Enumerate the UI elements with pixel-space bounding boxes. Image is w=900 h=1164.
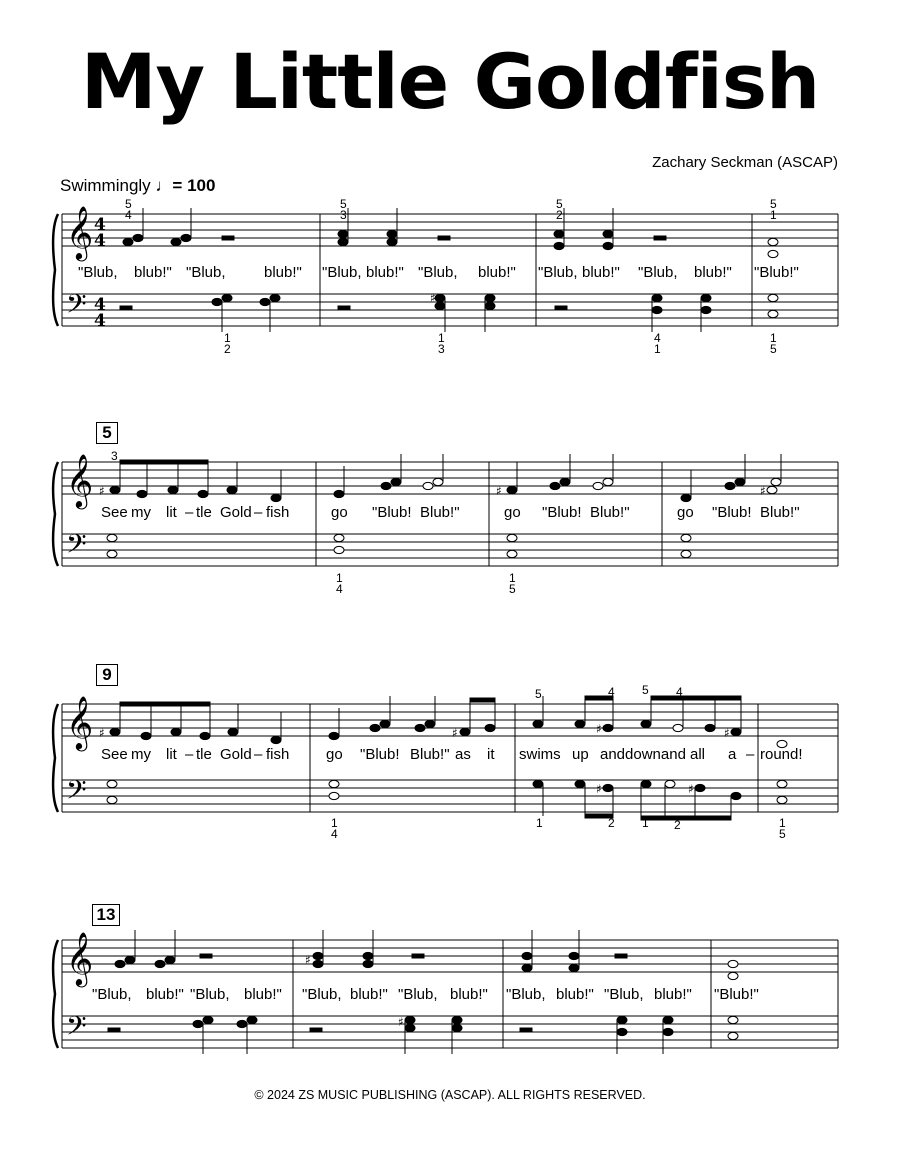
fingering: 2 [608,816,615,830]
lyric: "Blub, [322,264,362,281]
lyric: my [131,746,151,763]
fingering: 5 [770,197,777,211]
svg-text:4: 4 [94,215,106,235]
fingering: 1 [336,571,343,585]
lyric: fish [266,746,290,763]
tempo-text: Swimmingly [60,176,151,195]
lyric: "Blub!" [754,264,799,281]
bass-clef-icon: 𝄢 [66,1010,87,1048]
fingering: 4 [125,208,132,222]
fingering: 5 [509,582,516,596]
lyric: blub!" [366,264,404,281]
lyric: – [185,504,194,521]
bass-clef-icon: 𝄢 [66,774,87,812]
lyric: swims [519,746,561,763]
svg-text:4: 4 [94,295,106,315]
fingering: 5 [125,197,132,211]
lyric: Gold [220,746,252,763]
fingering: 2 [674,818,681,832]
svg-text:♯: ♯ [596,782,602,796]
lyric: go [331,504,348,521]
svg-text:♯: ♯ [496,484,502,498]
lyric: Blub!" [410,746,450,763]
lyric: anddownand [600,746,686,763]
lyric: – [746,746,755,763]
fingering: 5 [770,342,777,356]
fingering: 1 [770,208,777,222]
svg-text:♯: ♯ [760,484,766,498]
fingering: 2 [556,208,563,222]
lyric: Blub!" [420,504,460,521]
lyric: Blub!" [590,504,630,521]
lyric: blub!" [134,264,172,281]
svg-text:♯: ♯ [688,782,694,796]
lyric: "Blub, [538,264,578,281]
lyric: See [101,746,128,763]
lyric: "Blub! [372,504,412,521]
fingering: 5 [556,197,563,211]
lyric: blub!" [694,264,732,281]
svg-text:♯: ♯ [596,722,602,736]
svg-text:4: 4 [94,311,106,331]
lyric: go [677,504,694,521]
bass-clef-icon: 𝄢 [66,288,87,326]
lyric: lit [166,504,177,521]
fingering: 2 [224,342,231,356]
lyric: round! [760,746,803,763]
fingering: 1 [770,331,777,345]
fingering: 5 [340,197,347,211]
lyric: Blub!" [760,504,800,521]
svg-text:♯: ♯ [724,726,730,740]
lyric: blub!" [146,986,184,1003]
lyric: lit [166,746,177,763]
lyric: "Blub, [398,986,438,1003]
fingering: 3 [111,449,118,463]
bass-clef-icon: 𝄢 [66,528,87,566]
lyric: my [131,504,151,521]
fingering: 5 [642,683,649,697]
lyric: "Blub, [506,986,546,1003]
lyric: – [254,504,263,521]
fingering: 1 [536,816,543,830]
svg-text:♯: ♯ [452,726,458,740]
treble-clef-icon: 𝄞 [66,695,94,749]
fingering: 3 [438,342,445,356]
lyric: "Blub, [604,986,644,1003]
lyric: a [728,746,737,763]
svg-text:♯: ♯ [99,484,105,498]
lyric: fish [266,504,290,521]
lyric: blub!" [654,986,692,1003]
fingering: 1 [642,816,649,830]
lyric: blub!" [556,986,594,1003]
fingering: 5 [535,687,542,701]
lyric: – [254,746,263,763]
measure-number: 9 [96,664,118,686]
lyric: blub!" [450,986,488,1003]
page-title: My Little Goldfish [80,37,820,126]
svg-text:♯: ♯ [99,726,105,740]
lyric: as [455,746,471,763]
lyric: "Blub, [302,986,342,1003]
svg-text:♯: ♯ [430,291,436,305]
lyric: blub!" [244,986,282,1003]
lyric: "Blub, [92,986,132,1003]
lyric: up [572,746,589,763]
lyric: go [504,504,521,521]
lyric: blub!" [582,264,620,281]
lyric: "Blub, [186,264,226,281]
lyric: blub!" [478,264,516,281]
fingering: 1 [438,331,445,345]
lyric: "Blub! [542,504,582,521]
composer-credit: Zachary Seckman (ASCAP) [652,154,838,171]
fingering: 3 [340,208,347,222]
fingering: 4 [336,582,343,596]
lyric: blub!" [350,986,388,1003]
lyric: it [487,746,495,763]
lyric: go [326,746,343,763]
lyric: "Blub, [78,264,118,281]
lyric: Gold [220,504,252,521]
quarter-note-icon: ♩ [155,176,173,195]
lyric: "Blub! [712,504,752,521]
fingering: 4 [654,331,661,345]
svg-text:♯: ♯ [305,953,311,967]
svg-text:4: 4 [94,231,106,251]
fingering: 1 [224,331,231,345]
lyric: "Blub, [638,264,678,281]
lyric: tle [196,746,212,763]
lyric: "Blub!" [714,986,759,1003]
lyric: "Blub, [190,986,230,1003]
fingering: 4 [331,827,338,841]
copyright-notice: © 2024 ZS MUSIC PUBLISHING (ASCAP). ALL RIGHTS RESERVED. [254,1088,646,1102]
measure-number: 13 [92,904,120,926]
fingering: 1 [654,342,661,356]
fingering: 4 [608,685,615,699]
lyric: "Blub! [360,746,400,763]
lyric: tle [196,504,212,521]
fingering: 1 [779,816,786,830]
lyric: "Blub, [418,264,458,281]
treble-clef-icon: 𝄞 [66,453,94,507]
measure-number: 5 [96,422,118,444]
lyric: See [101,504,128,521]
lyric: all [690,746,706,763]
fingering: 5 [779,827,786,841]
svg-text:♯: ♯ [398,1015,404,1029]
lyric: blub!" [264,264,302,281]
fingering: 1 [509,571,516,585]
lyric: – [185,746,194,763]
treble-clef-icon: 𝄞 [66,205,94,259]
tempo-bpm: = 100 [172,176,216,195]
treble-clef-icon: 𝄞 [66,931,94,985]
fingering: 4 [676,685,683,699]
fingering: 1 [331,816,338,830]
grand-staff-4 [0,904,900,1064]
